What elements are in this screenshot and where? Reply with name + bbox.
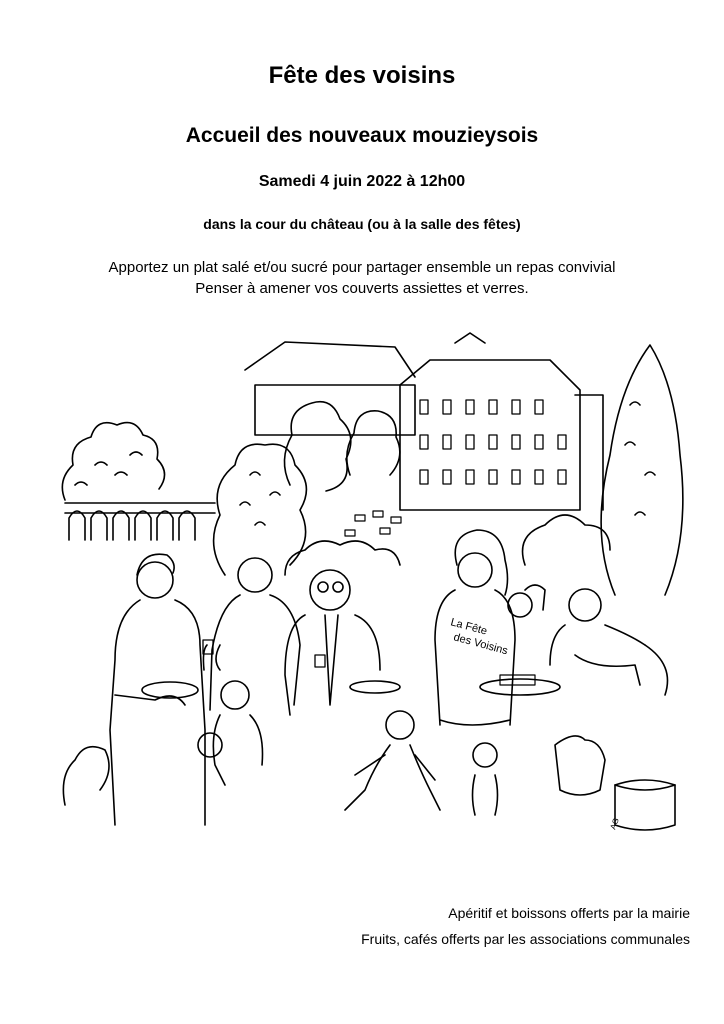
svg-text:La Fête: La Fête: [449, 616, 489, 638]
info-block: [0, 257, 724, 299]
event-date: Samedi 4 juin 2022 à 12h00: [258, 173, 466, 190]
footer-line-aperitif: Apéritif et boissons offerts par la mairie: [448, 905, 690, 921]
page-title: Fête des voisins: [268, 62, 456, 89]
info-line-dish: Apportez un plat salé et/ou sucré pour partager ensemble un repas convivial: [108, 259, 616, 276]
footer-line-fruits: Fruits, cafés offerts par les associations communales: [361, 931, 690, 947]
info-line-cutlery: Penser à amener vos couverts assiettes et verres.: [195, 280, 529, 297]
svg-text:des Voisins: des Voisins: [452, 631, 510, 658]
page-subtitle: Accueil des nouveaux mouzieysois: [185, 124, 539, 147]
event-place: dans la cour du château (ou à la salle des fêtes): [203, 216, 521, 232]
footer-notes: [90, 900, 690, 952]
village-party-drawing-icon: [55, 325, 695, 840]
svg-text:AG: AG: [608, 816, 621, 831]
